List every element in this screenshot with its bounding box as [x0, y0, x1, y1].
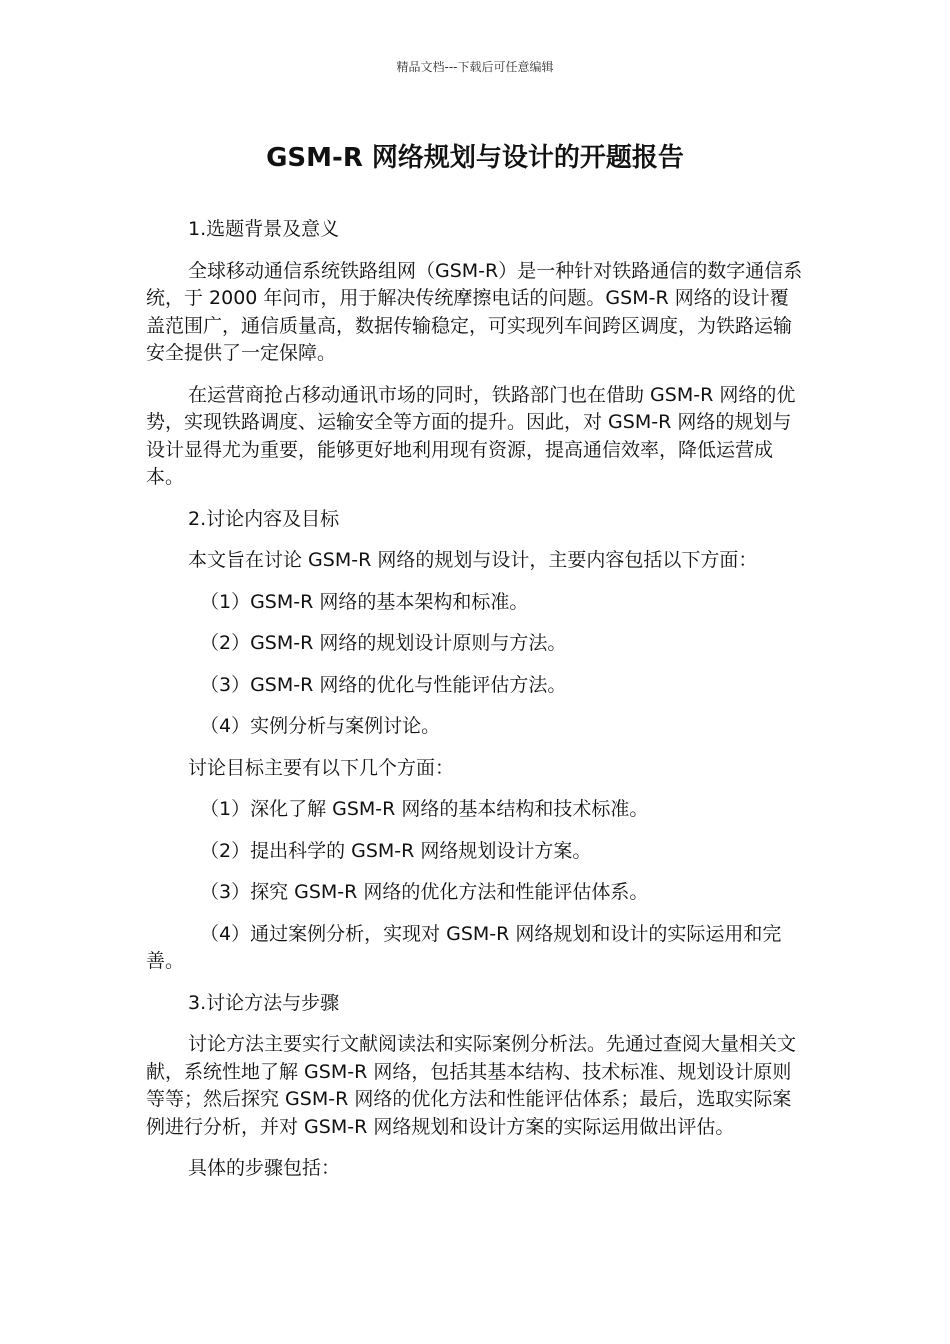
document-body — [146, 216, 804, 1197]
goals-intro: 讨论目标主要有以下几个方面： — [188, 756, 455, 779]
content-item: （1）GSM-R 网络的基本架构和标准。 — [200, 590, 529, 613]
goal-item: （1）深化了解 GSM-R 网络的基本结构和技术标准。 — [200, 798, 649, 820]
section-1-paragraph-1: 全球移动通信系统铁路组网（GSM-R）是一种针对铁路通信的数字通信系统，于 2000 年问市，用于解决传统摩擦电话的问题。GSM-R 网络的设计覆盖范围广，通信质量高，数据传输稳定，可实现列车间跨区调度，为铁路运输安全提供了一定保障。 — [146, 259, 803, 364]
goal-item: （2）提出科学的 GSM-R 网络规划设计方案。 — [200, 839, 592, 862]
goal-item: （3）探究 GSM-R 网络的优化方法和性能评估体系。 — [200, 881, 649, 903]
section-3-paragraph-1: 讨论方法主要实行文献阅读法和实际案例分析法。先通过查阅大量相关文献，系统性地了解 GSM-R 网络，包括其基本结构、技术标准、规划设计原则等等；然后探究 GSM-R 网络的优化方法和性能评估体系；最后，选取实际案例进行分析，并对 GSM-R 网络规划和设计方案的实际运用做出评估。 — [146, 1033, 797, 1138]
section-1-paragraph-2: 在运营商抢占移动通讯市场的同时，铁路部门也在借助 GSM-R 网络的优势，实现铁路调度、运输安全等方面的提升。因此，对 GSM-R 网络的规划与设计显得尤为重要，能够更好地利用现有资源，提高通信效率，降低运营成本。 — [146, 383, 796, 488]
document-title: GSM-R 网络规划与设计的开题报告 — [266, 143, 684, 173]
goal-item: （4）通过案例分析，实现对 GSM-R 网络规划和设计的实际运用和完善。 — [146, 922, 782, 972]
header-note: 精品文档---下载后可任意编辑 — [396, 60, 554, 74]
content-item: （3）GSM-R 网络的优化与性能评估方法。 — [200, 673, 567, 696]
section-2-heading: 2.讨论内容及目标 — [188, 507, 340, 530]
content-item: （4）实例分析与案例讨论。 — [200, 715, 441, 737]
content-item: （2）GSM-R 网络的规划设计原则与方法。 — [200, 632, 567, 654]
section-1-heading: 1.选题背景及意义 — [188, 218, 340, 240]
section-2-intro: 本文旨在讨论 GSM-R 网络的规划与设计，主要内容包括以下方面： — [188, 549, 758, 571]
section-3-heading: 3.讨论方法与步骤 — [188, 991, 340, 1014]
section-3-paragraph-2: 具体的步骤包括： — [188, 1157, 341, 1179]
